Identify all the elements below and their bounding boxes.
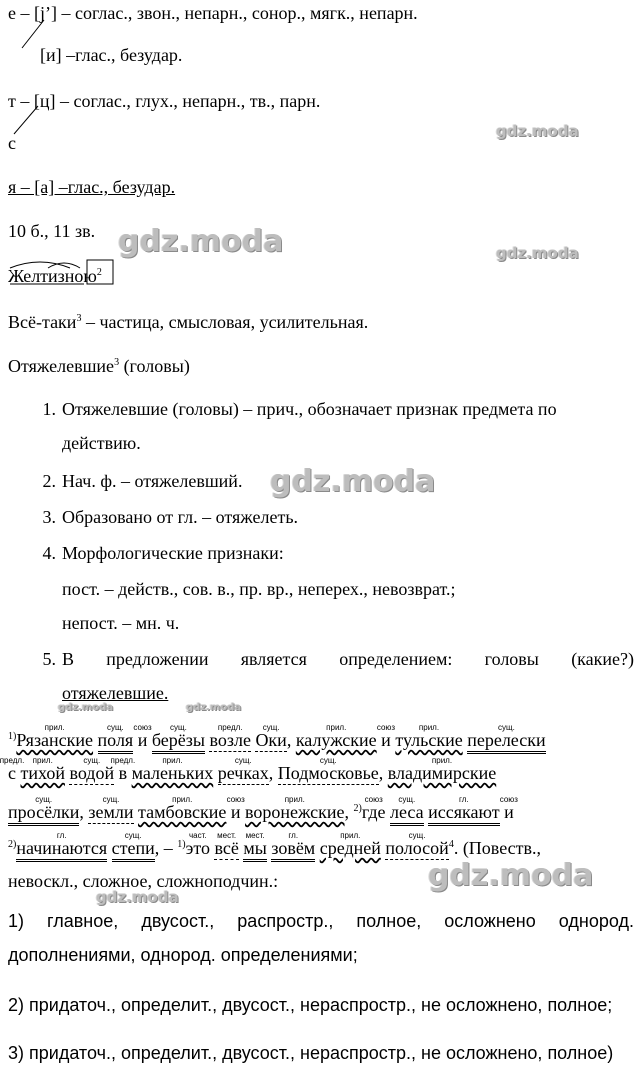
- list-item: отяжелевшие.: [62, 683, 169, 703]
- word-zheltiznoyu: Желтизною: [8, 266, 97, 286]
- watermark: gdz.moda: [186, 702, 242, 713]
- phonetic-line-e: е – [j’] – соглас., звон., непарн., сонор., мягк., непарн.: [8, 3, 418, 23]
- phonetic-line-i: [и] –глас., безудар.: [40, 45, 183, 65]
- analysis-line-4: 3) придаточ., определит., двусост., нераспростр., не осложнено, полное): [8, 1043, 614, 1063]
- watermark: gdz.moda: [96, 888, 179, 906]
- sentence-line-3: сущ. просёлки, сущ. земли прил. тамбовские союз и прил. воронежские, $^{2)}$ союз где сущ. леса гл. иссякают союз и: [8, 798, 514, 826]
- watermark: gdz.moda: [270, 464, 436, 499]
- phonetic-line-ya: я – [а] –глас., безудар.: [8, 177, 176, 197]
- sentence-line-4: $^{2)}$ гл. начинаются сущ. степи, – $^{1)}$ част. это мест. всё мест. мы гл. зовём прил. средней сущ. полосой$^4$. (Повеств.,: [8, 834, 541, 862]
- sentence-line-2: предл. с прил. тихой сущ. водой предл. в прил. маленьких сущ. речках, сущ. Подмосковье, прил. владимирские: [0, 756, 497, 783]
- phonetic-line-s: с: [8, 133, 16, 153]
- sound-count: 10 б., 11 зв.: [8, 221, 96, 241]
- phonetic-line-t: т – [ц] – соглас., глух., непарн., тв., парн.: [8, 91, 321, 111]
- morpheme-marks: [8, 254, 120, 288]
- sentence-line-1: $^{1)}$ прил. Рязанские сущ. поля союз и сущ. берёзы предл. возле сущ. Оки, прил. калужские союз и прил. тульские сущ. перелески: [8, 726, 546, 754]
- watermark: gdz.moda: [118, 224, 284, 259]
- analysis-line-2: дополнениями, однород. определениями;: [8, 945, 358, 965]
- footnote-2: 2: [96, 267, 102, 278]
- analysis-line-1: 1) главное, двусост., распростр., полное, осложнено однород.: [8, 911, 634, 931]
- watermark: gdz.moda: [58, 702, 114, 713]
- word-otyazhelevshie-line: Отяжелевшие$^3$ (головы): [8, 356, 190, 376]
- watermark: gdz.moda: [428, 858, 594, 893]
- analysis-line-3: 2) придаточ., определит., двусост., нераспростр., не осложнено, полное;: [8, 995, 613, 1015]
- watermark: gdz.moda: [496, 122, 579, 140]
- sentence-characteristics: невоскл., сложное, сложноподчин.:: [8, 871, 279, 891]
- word-vsyotaki-line: Всё-таки$^3$ – частица, смысловая, усилительная.: [8, 312, 369, 332]
- watermark: gdz.moda: [496, 244, 579, 262]
